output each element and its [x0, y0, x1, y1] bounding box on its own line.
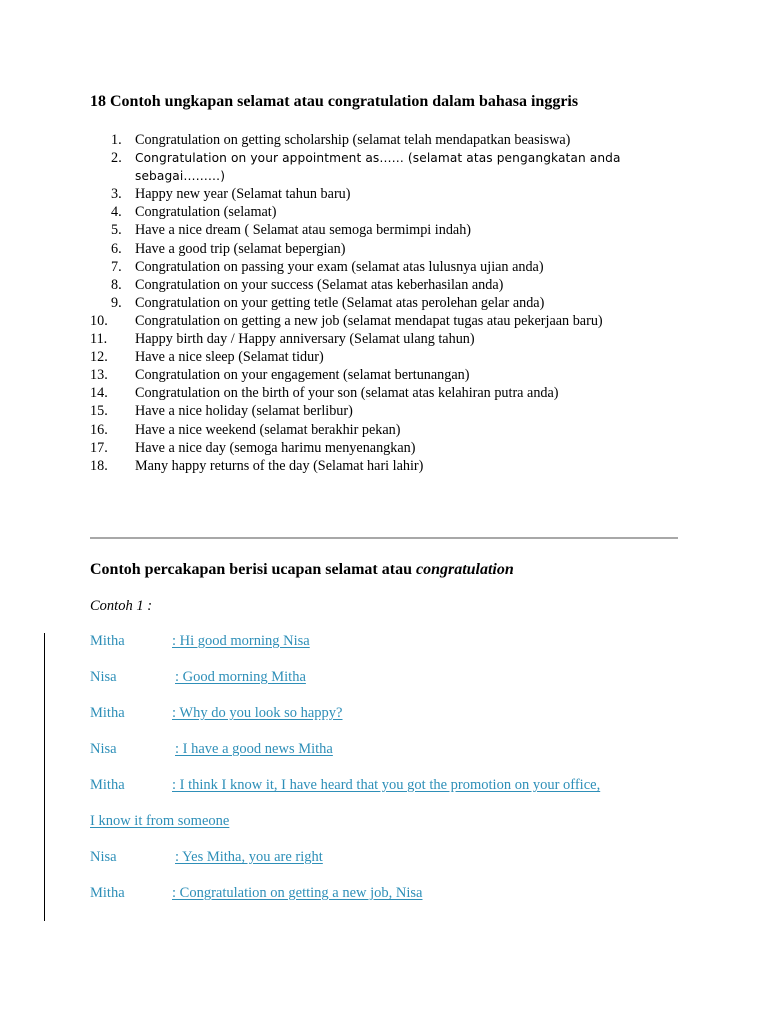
list-item: 4. Congratulation (selamat)	[111, 204, 277, 221]
list-item: 15. Have a nice holiday (selamat berlibur)	[90, 403, 353, 420]
horizontal-divider	[90, 537, 678, 539]
dialog-speech: I know it from someone	[90, 813, 230, 829]
list-item: 7. Congratulation on passing your exam (selamat atas lulusnya ujian anda)	[111, 258, 544, 275]
list-item: 5. Have a nice dream ( Selamat atau semoga bermimpi indah)	[111, 222, 472, 239]
dialog-speaker: Mitha	[90, 633, 125, 649]
dialog-line-link[interactable]	[90, 741, 333, 758]
dialog-speaker: Nisa	[90, 669, 117, 685]
dialog-speech: : Hi good morning Nisa	[172, 633, 310, 649]
dialog-speech: : Congratulation on getting a new job, Nisa	[172, 885, 423, 901]
dialog-line-link[interactable]	[90, 885, 423, 902]
expression-list	[90, 131, 710, 475]
list-item: 2. Congratulation on your appointment as…… (selamat atas pengangkatan anda sebagai………)	[111, 150, 621, 184]
list-item: 18. Many happy returns of the day (Selamat hari lahir)	[90, 457, 424, 474]
dialog-speaker: Nisa	[90, 849, 117, 865]
list-item: 1. Congratulation on getting scholarship (selamat telah mendapatkan beasiswa)	[111, 132, 571, 148]
dialog-speech: : I think I know it, I have heard that you got the promotion on your office,	[172, 777, 601, 793]
dialog-speaker: Mitha	[90, 777, 125, 793]
list-item: 12. Have a nice sleep (Selamat tidur)	[90, 349, 324, 366]
margin-change-bar	[44, 633, 45, 921]
dialog-speaker: Mitha	[90, 885, 125, 901]
list-item: 13. Congratulation on your engagement (selamat bertunangan)	[90, 367, 470, 384]
dialog-speaker: Nisa	[90, 741, 117, 757]
list-item: 3. Happy new year (Selamat tahun baru)	[111, 186, 351, 203]
dialog-line-link[interactable]	[90, 849, 323, 866]
list-item: 8. Congratulation on your success (Selamat atas keberhasilan anda)	[111, 276, 504, 293]
list-item: 16. Have a nice weekend (selamat berakhir pekan)	[90, 421, 401, 438]
list-item: 11. Happy birth day / Happy anniversary (Selamat ulang tahun)	[90, 331, 475, 348]
dialog-line-link[interactable]	[90, 705, 343, 722]
dialog-speech: : Good morning Mitha	[175, 669, 306, 685]
example-label: Contoh 1 :	[90, 598, 153, 614]
dialog-speech: : Yes Mitha, you are right	[175, 849, 323, 865]
dialog-speech: : I have a good news Mitha	[175, 741, 333, 757]
dialog-line-link[interactable]	[90, 633, 310, 650]
dialog-line-link[interactable]	[90, 669, 306, 686]
section-title: Contoh percakapan berisi ucapan selamat atau congratulation	[90, 561, 514, 578]
document-heading: 18 Contoh ungkapan selamat atau congratulation dalam bahasa inggris	[90, 93, 579, 110]
list-item: 17. Have a nice day (semoga harimu menyenangkan)	[90, 439, 416, 456]
dialog-line-link[interactable]	[90, 813, 229, 830]
list-item: 9. Congratulation on your getting tetle (Selamat atas perolehan gelar anda)	[111, 294, 545, 311]
list-item: 10. Congratulation on getting a new job (selamat mendapat tugas atau pekerjaan baru)	[90, 312, 603, 329]
dialog-line-link[interactable]	[90, 777, 600, 794]
list-item: 6. Have a good trip (selamat bepergian)	[111, 240, 346, 257]
dialog-speech: : Why do you look so happy?	[172, 705, 343, 721]
list-item: 14. Congratulation on the birth of your son (selamat atas kelahiran putra anda)	[90, 385, 559, 402]
dialog-speaker: Mitha	[90, 705, 125, 721]
